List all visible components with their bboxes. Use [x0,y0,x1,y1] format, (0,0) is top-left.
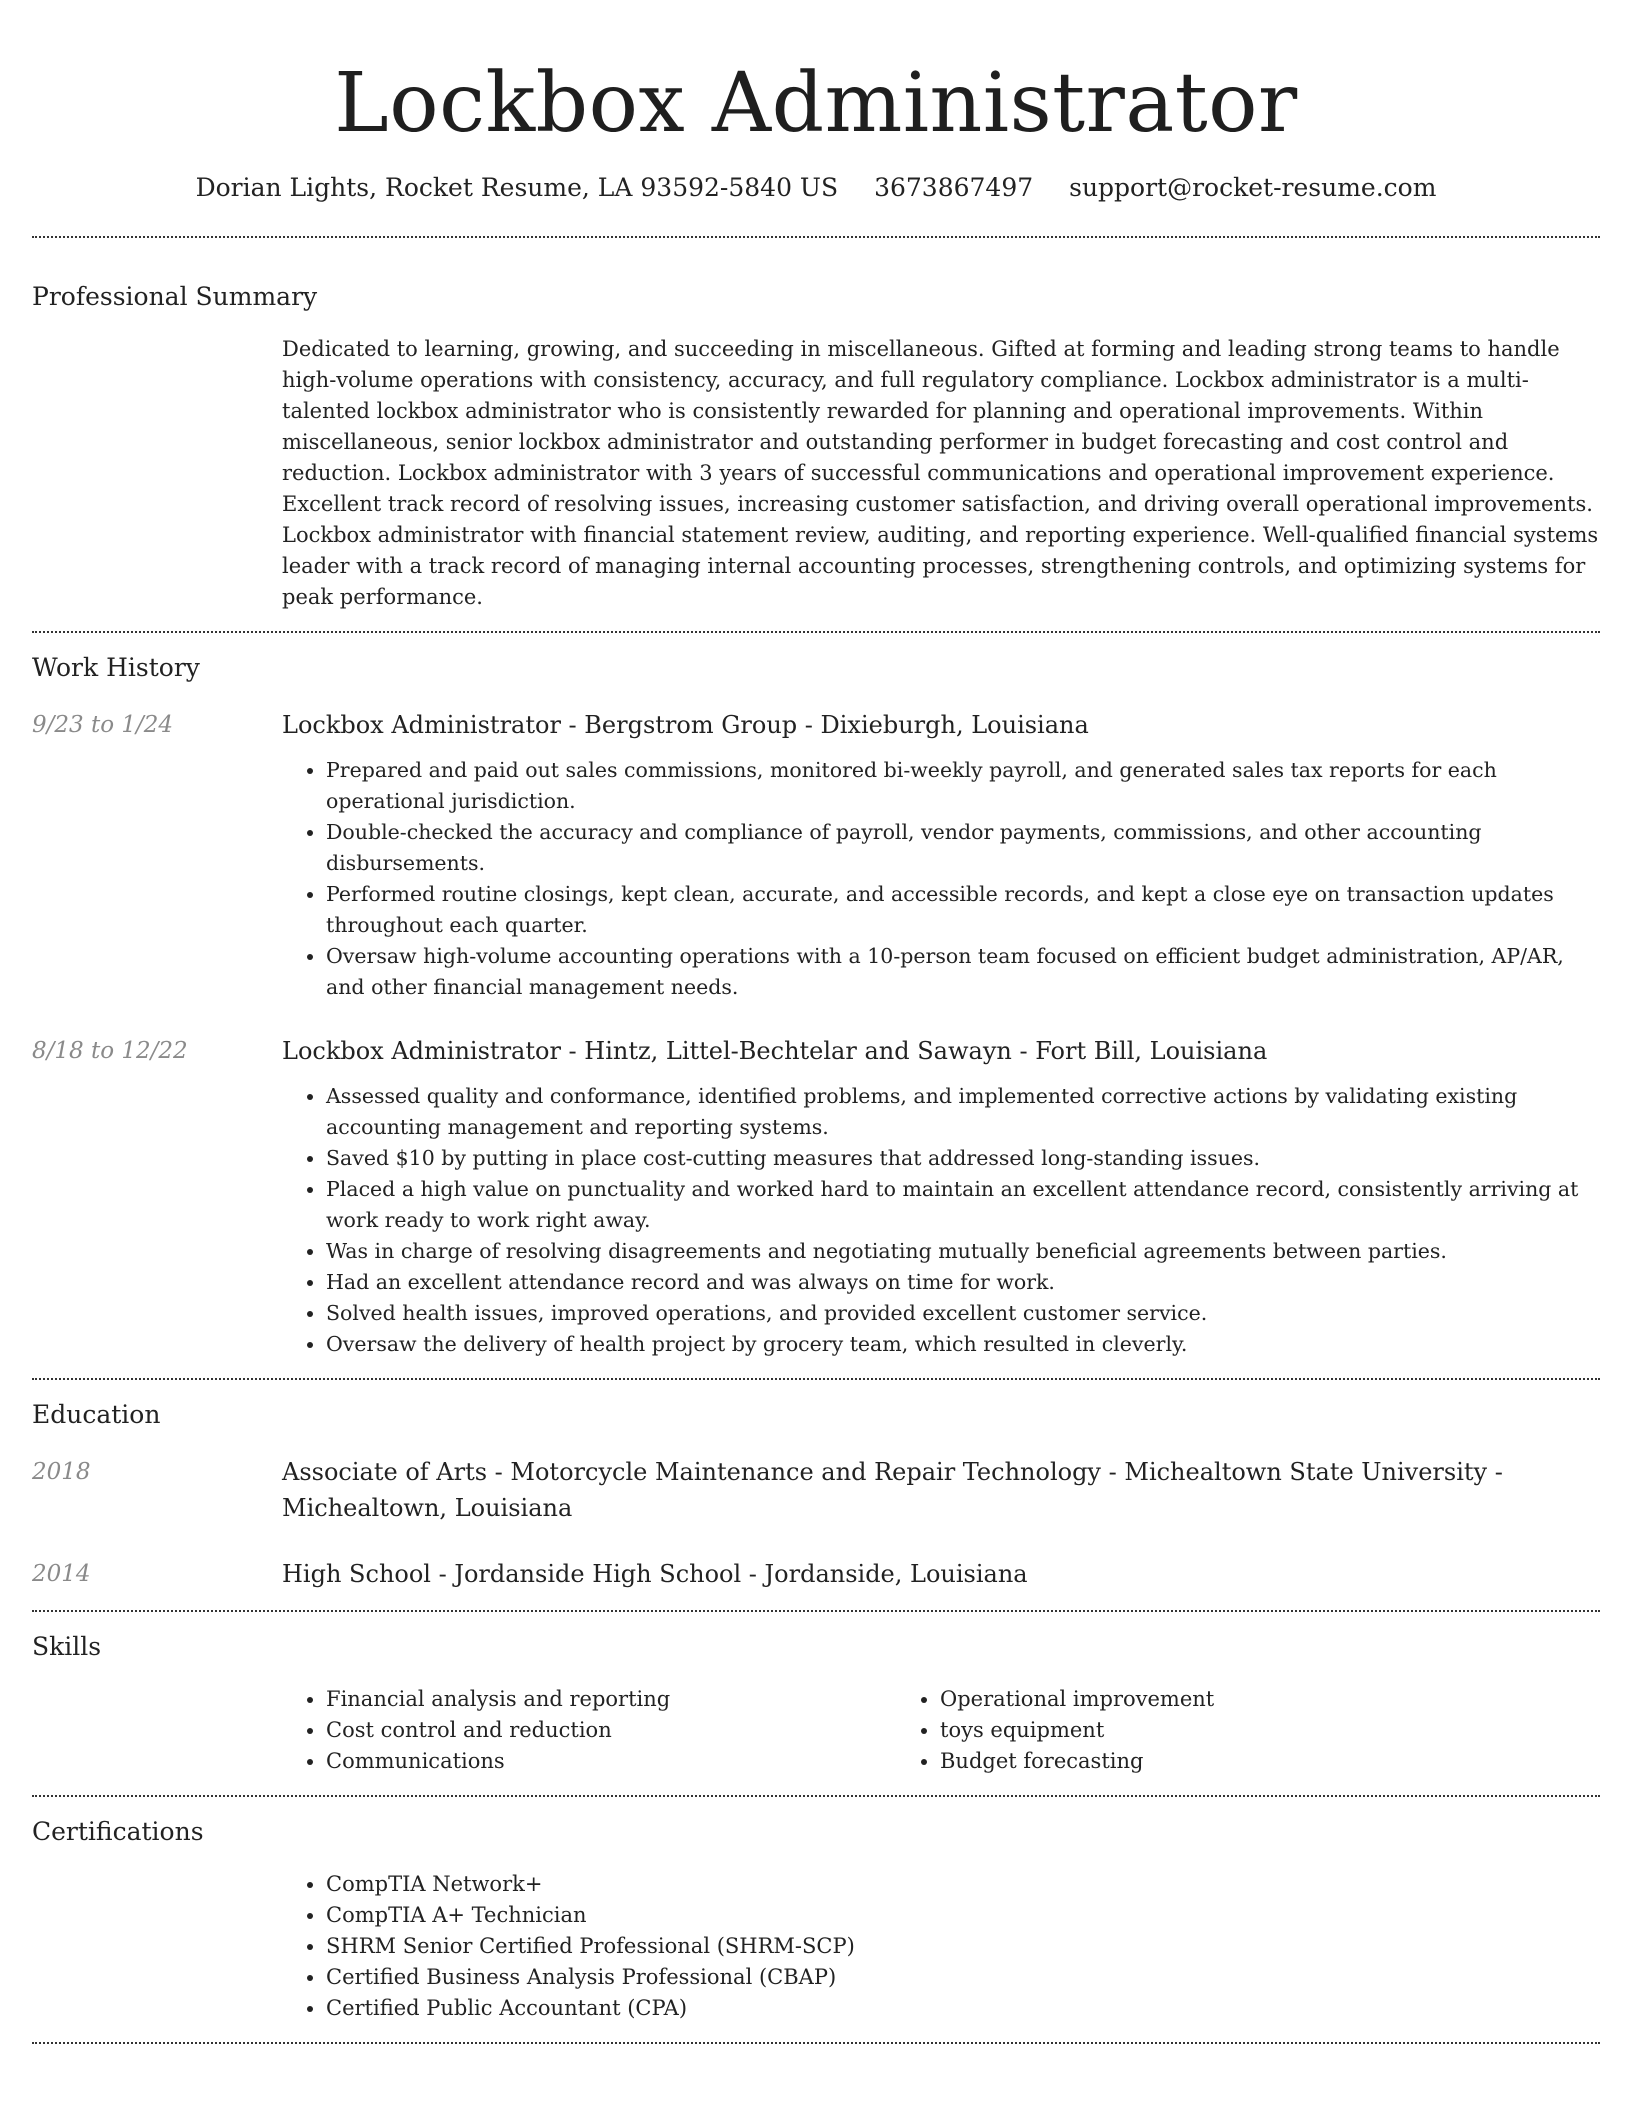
skill-item: • toys equipment [940,1715,1510,1746]
skill-item: • Communications [326,1746,896,1777]
resume-name: Lockbox Administrator [334,56,1298,151]
list-item: • Saved $10 by putting in place cost-cutting measures that addressed long-standing issues. [326,1143,1600,1174]
education-school: - Michealtown State University - Michealtown, Louisiana [282,1458,1503,1522]
education-degree: Associate of Arts - Motorcycle Maintenance and Repair Technology [282,1458,1101,1486]
job-heading [282,707,1600,743]
work-section [32,633,1600,1378]
list-item: • Oversaw high-volume accounting operations with a 10-person team focused on efficient budget administration, AP/AR, and other financial management needs. [326,941,1600,1003]
certification-item: • CompTIA A+ Technician [326,1900,1600,1931]
education-entry [32,1556,1600,1592]
education-list [32,1454,1600,1592]
contact-phone: 3673867497 [874,173,1034,202]
list-item: • Performed routine closings, kept clean, accurate, and accessible records, and kept a close eye on transaction updates throughout each quarter. [326,879,1600,941]
job-bullets [282,755,1600,1003]
job-date: 8/18 to 12/22 [32,1038,188,1064]
certifications-section [32,1797,1600,2042]
education-section [32,1380,1600,1610]
skills-title: Skills [32,1632,102,1661]
job-body [282,707,1600,1003]
list-item: • Prepared and paid out sales commissions, monitored bi-weekly payroll, and generated sales tax reports for each operational jurisdiction. [326,755,1600,817]
contact-line [32,170,1600,206]
work-title: Work History [32,653,200,682]
contact-email: support@rocket-resume.com [1069,173,1437,202]
summary-title: Professional Summary [32,282,318,311]
job-employer: - Hintz, Littel-Bechtelar and Sawayn - Fort Bill, Louisiana [560,1037,1268,1065]
divider [32,2042,1600,2044]
job-body [282,1033,1600,1360]
skills-section [32,1612,1600,1795]
skill-item: • Cost control and reduction [326,1715,896,1746]
education-date: 2014 [32,1561,91,1587]
education-date: 2018 [32,1459,91,1485]
education-title: Education [32,1400,161,1429]
job-bullets [282,1081,1600,1360]
list-item: • Assessed quality and conformance, identified problems, and implemented corrective actions by validating existing accounting management and reporting systems. [326,1081,1600,1143]
skills-column-1 [282,1684,896,1777]
certifications-list [282,1869,1600,2024]
summary-section [32,238,1600,631]
skills-column-2 [896,1684,1510,1777]
list-item: • Placed a high value on punctuality and worked hard to maintain an excellent attendance record, consistently arriving at work ready to work right away. [326,1174,1600,1236]
education-heading [282,1556,1600,1592]
job-role: Lockbox Administrator [282,711,561,739]
education-entry [32,1454,1600,1526]
job-list [32,707,1600,1360]
skill-item: • Operational improvement [940,1684,1510,1715]
job-heading [282,1033,1600,1069]
job-employer: - Bergstrom Group - Dixieburgh, Louisiana [560,711,1089,739]
certification-item: • SHRM Senior Certified Professional (SHRM-SCP) [326,1931,1600,1962]
summary-text: Dedicated to learning, growing, and succeeding in miscellaneous. Gifted at forming and leading strong teams to handle high-volume operations with consistency, accuracy, and full regulatory compliance. Lockbox administrator is a multi-talented lockbox administrator who is consistently rewarded for planning and operational improvements. Within miscellaneous, senior lockbox administrator and outstanding performer in budget forecasting and cost control and reduction. Lockbox administrator with 3 years of successful communications and operational improvement experience. Excellent track record of resolving issues, increasing customer satisfaction, and driving overall operational improvements. Lockbox administrator with financial statement review, auditing, and reporting experience. Well-qualified financial systems leader with a track record of managing internal accounting processes, strengthening controls, and optimizing systems for peak performance. [282,337,1599,609]
job-entry [32,707,1600,1003]
skill-item: • Financial analysis and reporting [326,1684,896,1715]
education-degree: High School [282,1560,431,1588]
certifications-title: Certifications [32,1817,204,1846]
education-school: - Jordanside High School - Jordanside, Louisiana [430,1560,1028,1588]
list-item: • Double-checked the accuracy and compliance of payroll, vendor payments, commissions, and other accounting disbursements. [326,817,1600,879]
certification-item: • Certified Business Analysis Professional (CBAP) [326,1962,1600,1993]
contact-address: Dorian Lights, Rocket Resume, LA 93592-5840 US [195,173,839,202]
list-item: • Had an excellent attendance record and was always on time for work. [326,1267,1600,1298]
job-date: 9/23 to 1/24 [32,712,174,738]
job-entry [32,1033,1600,1360]
education-heading [282,1454,1600,1526]
certification-item: • CompTIA Network+ [326,1869,1600,1900]
list-item: • Was in charge of resolving disagreements and negotiating mutually beneficial agreements between parties. [326,1236,1600,1267]
list-item: • Solved health issues, improved operations, and provided excellent customer service. [326,1298,1600,1329]
skill-item: • Budget forecasting [940,1746,1510,1777]
list-item: • Oversaw the delivery of health project by grocery team, which resulted in cleverly. [326,1329,1600,1360]
certification-item: • Certified Public Accountant (CPA) [326,1993,1600,2024]
job-role: Lockbox Administrator [282,1037,561,1065]
resume-page [32,0,1600,2044]
skills-columns [282,1684,1600,1777]
